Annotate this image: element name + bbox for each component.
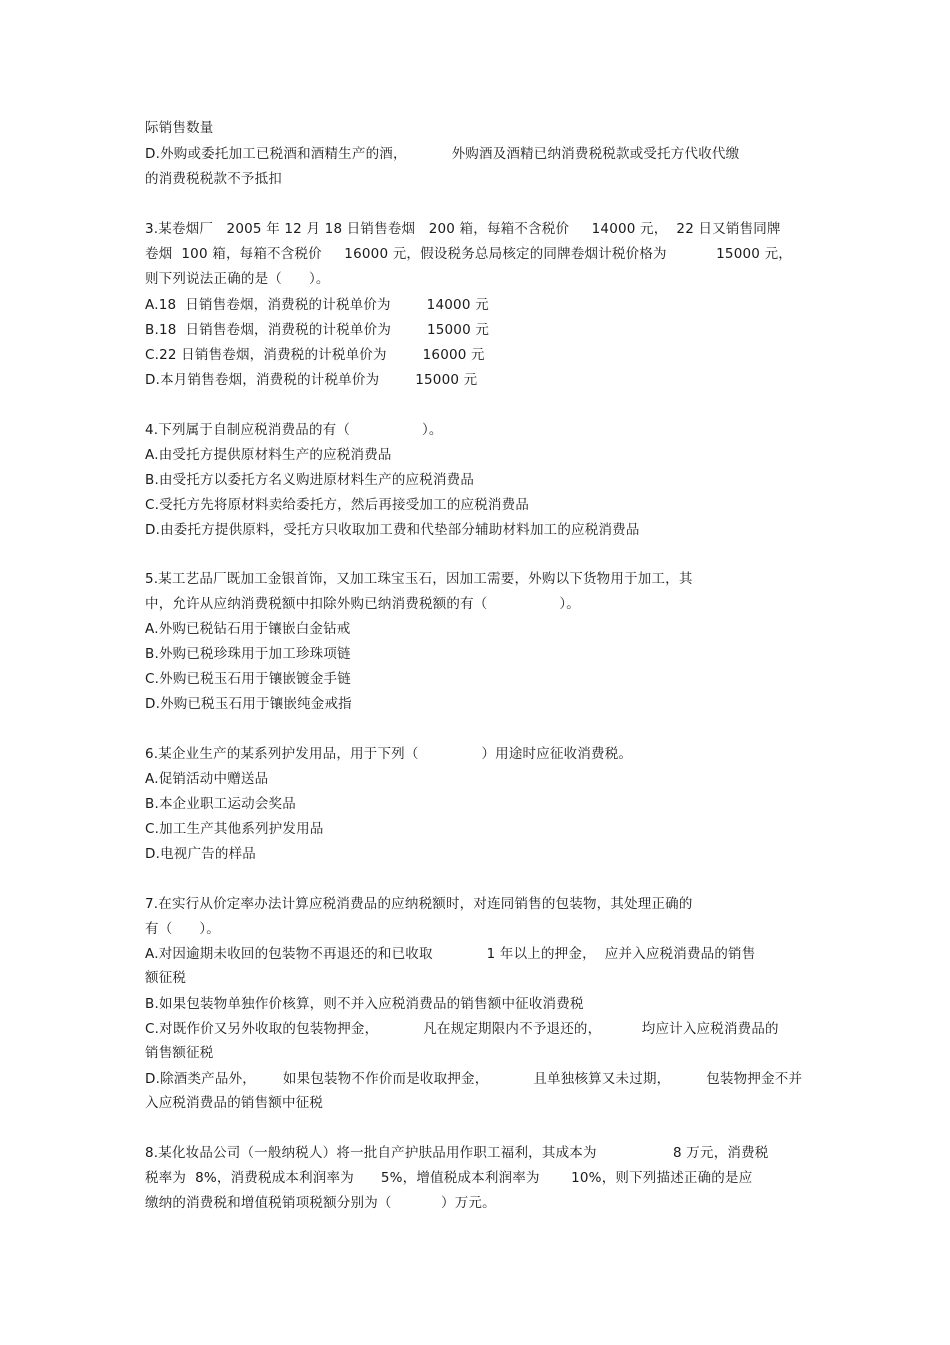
question-8-stem: 缴纳的消费税和增值税销项税额分别为（ ）万元。: [145, 1195, 496, 1211]
q4-option-b: B.由受托方以委托方名义购进原材料生产的应税消费品: [145, 472, 475, 488]
q5-option-a: A.外购已税钻石用于镶嵌白金钻戒: [145, 621, 351, 637]
q6-option-b: B.本企业职工运动会奖品: [145, 796, 296, 812]
question-3-stem: 则下列说法正确的是（ ）。: [145, 271, 330, 287]
q4-option-c: C.受托方先将原材料卖给委托方，然后再接受加工的应税消费品: [145, 497, 530, 513]
q3-option-a: A.18 日销售卷烟，消费税的计税单价为 14000 元: [145, 297, 489, 313]
question-3-stem: 卷烟 100 箱，每箱不含税价 16000 元，假设税务总局核定的同牌卷烟计税价格为 15000 元，: [145, 246, 792, 262]
q2-option-d: D.外购或委托加工已税酒和酒精生产的酒， 外购酒及酒精已纳消费税税款或受托方代收代缴: [145, 146, 740, 162]
q7-option-b: B.如果包装物单独作价核算，则不并入应税消费品的销售额中征收消费税: [145, 996, 584, 1012]
question-7-stem: 有（ ）。: [145, 921, 220, 937]
q6-option-c: C.加工生产其他系列护发用品: [145, 821, 324, 837]
question-8-stem: 8.某化妆品公司（一般纳税人）将一批自产护肤品用作职工福利，其成本为 8 万元，消费税: [145, 1145, 769, 1161]
q3-option-d: D.本月销售卷烟，消费税的计税单价为 15000 元: [145, 372, 478, 388]
q3-option-b: B.18 日销售卷烟，消费税的计税单价为 15000 元: [145, 322, 490, 338]
question-3-stem: 3.某卷烟厂 2005 年 12 月 18 日销售卷烟 200 箱，每箱不含税价 14000 元， 22 日又销售同牌: [145, 221, 781, 237]
q6-option-d: D.电视广告的样品: [145, 846, 256, 862]
text-line: 际销售数量: [145, 120, 214, 136]
q7-option-c: 销售额征税: [145, 1045, 214, 1061]
question-4-stem: 4.下列属于自制应税消费品的有（ ）。: [145, 422, 443, 438]
q5-option-b: B.外购已税珍珠用于加工珍珠项链: [145, 646, 351, 662]
question-7-stem: 7.在实行从价定率办法计算应税消费品的应纳税额时，对连同销售的包装物，其处理正确的: [145, 896, 693, 912]
q7-option-d: 入应税消费品的销售额中征税: [145, 1095, 324, 1111]
q7-option-a: 额征税: [145, 970, 187, 986]
q5-option-c: C.外购已税玉石用于镶嵌镀金手链: [145, 671, 351, 687]
q5-option-d: D.外购已税玉石用于镶嵌纯金戒指: [145, 696, 352, 712]
q6-option-a: A.促销活动中赠送品: [145, 771, 269, 787]
question-6-stem: 6.某企业生产的某系列护发用品，用于下列（ ）用途时应征收消费税。: [145, 746, 633, 762]
q7-option-d: D.除酒类产品外， 如果包装物不作价而是收取押金， 且单独核算又未过期， 包装物押金不并: [145, 1071, 803, 1087]
q4-option-d: D.由委托方提供原料，受托方只收取加工费和代垫部分辅助材料加工的应税消费品: [145, 522, 640, 538]
q7-option-a: A.对因逾期未收回的包装物不再退还的和已收取 1 年以上的押金， 应并入应税消费品的销售: [145, 946, 756, 962]
q7-option-c: C.对既作价又另外收取的包装物押金， 凡在规定期限内不予退还的， 均应计入应税消费品的: [145, 1021, 779, 1037]
q3-option-c: C.22 日销售卷烟，消费税的计税单价为 16000 元: [145, 347, 485, 363]
text-line: 的消费税税款不予抵扣: [145, 171, 282, 187]
question-5-stem: 中，允许从应纳消费税额中扣除外购已纳消费税额的有（ ）。: [145, 596, 581, 612]
question-8-stem: 税率为 8%，消费税成本利润率为 5%，增值税成本利润率为 10%，则下列描述正确的是应: [145, 1170, 753, 1186]
question-5-stem: 5.某工艺品厂既加工金银首饰，又加工珠宝玉石，因加工需要，外购以下货物用于加工，其: [145, 571, 693, 587]
q4-option-a: A.由受托方提供原材料生产的应税消费品: [145, 447, 392, 463]
